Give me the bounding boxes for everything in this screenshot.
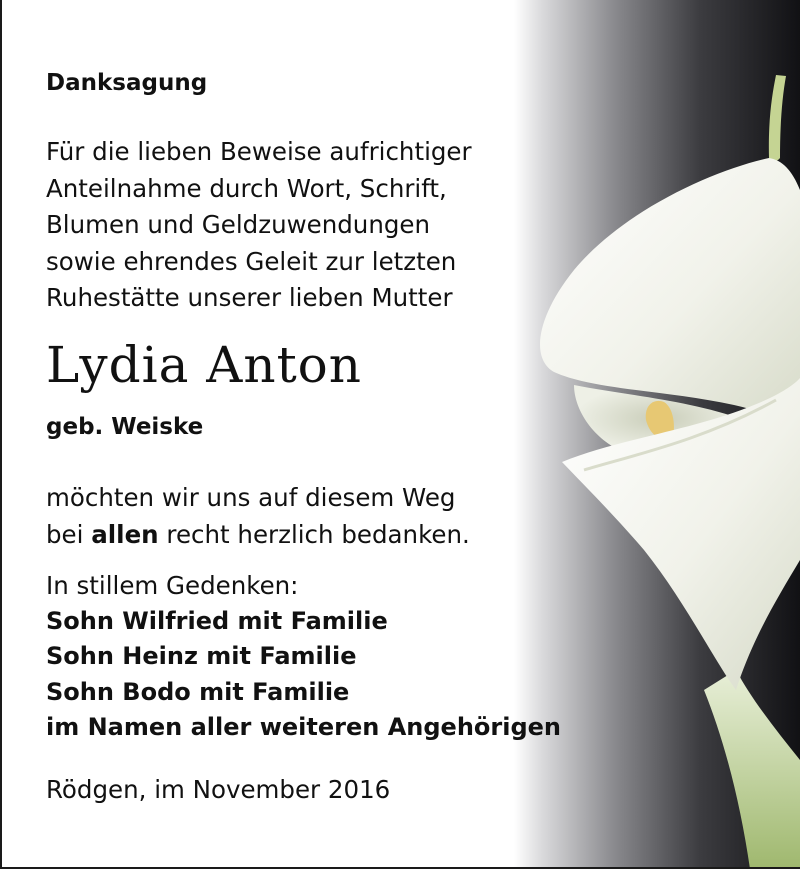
intro-line: Blumen und Geldzuwendungen — [46, 210, 430, 240]
signer-line: im Namen aller weiteren Angehörigen — [46, 712, 561, 741]
signers-list — [46, 604, 561, 745]
thanks-emphasis: allen — [91, 519, 159, 549]
intro-line: Anteilnahme durch Wort, Schrift, — [46, 173, 447, 203]
signer-line: Sohn Heinz mit Familie — [46, 642, 357, 671]
notice-heading: Danksagung — [46, 70, 208, 96]
place-date: Rödgen, im November 2016 — [46, 775, 391, 804]
intro-text — [46, 134, 472, 317]
petal-tip — [769, 75, 786, 161]
memory-label: In stillem Gedenken: — [46, 571, 299, 600]
flower-stem — [704, 670, 800, 869]
intro-line: sowie ehrendes Geleit zur letzten — [46, 246, 457, 276]
intro-line: Ruhestätte unserer lieben Mutter — [46, 283, 453, 313]
signer-line: Sohn Bodo mit Familie — [46, 677, 350, 706]
intro-line: Für die lieben Beweise aufrichtiger — [46, 137, 472, 166]
deceased-name: Lydia Anton — [46, 336, 362, 394]
maiden-name: geb. Weiske — [46, 414, 204, 440]
thanks-line-1: möchten wir uns auf diesem Weg — [46, 483, 456, 512]
thanks-line-2 — [46, 517, 470, 554]
thanks-text — [46, 480, 470, 553]
thanks-prefix: bei — [46, 519, 92, 549]
signer-line: Sohn Wilfried mit Familie — [46, 607, 388, 635]
thanks-suffix: recht herzlich bedanken. — [158, 519, 470, 549]
